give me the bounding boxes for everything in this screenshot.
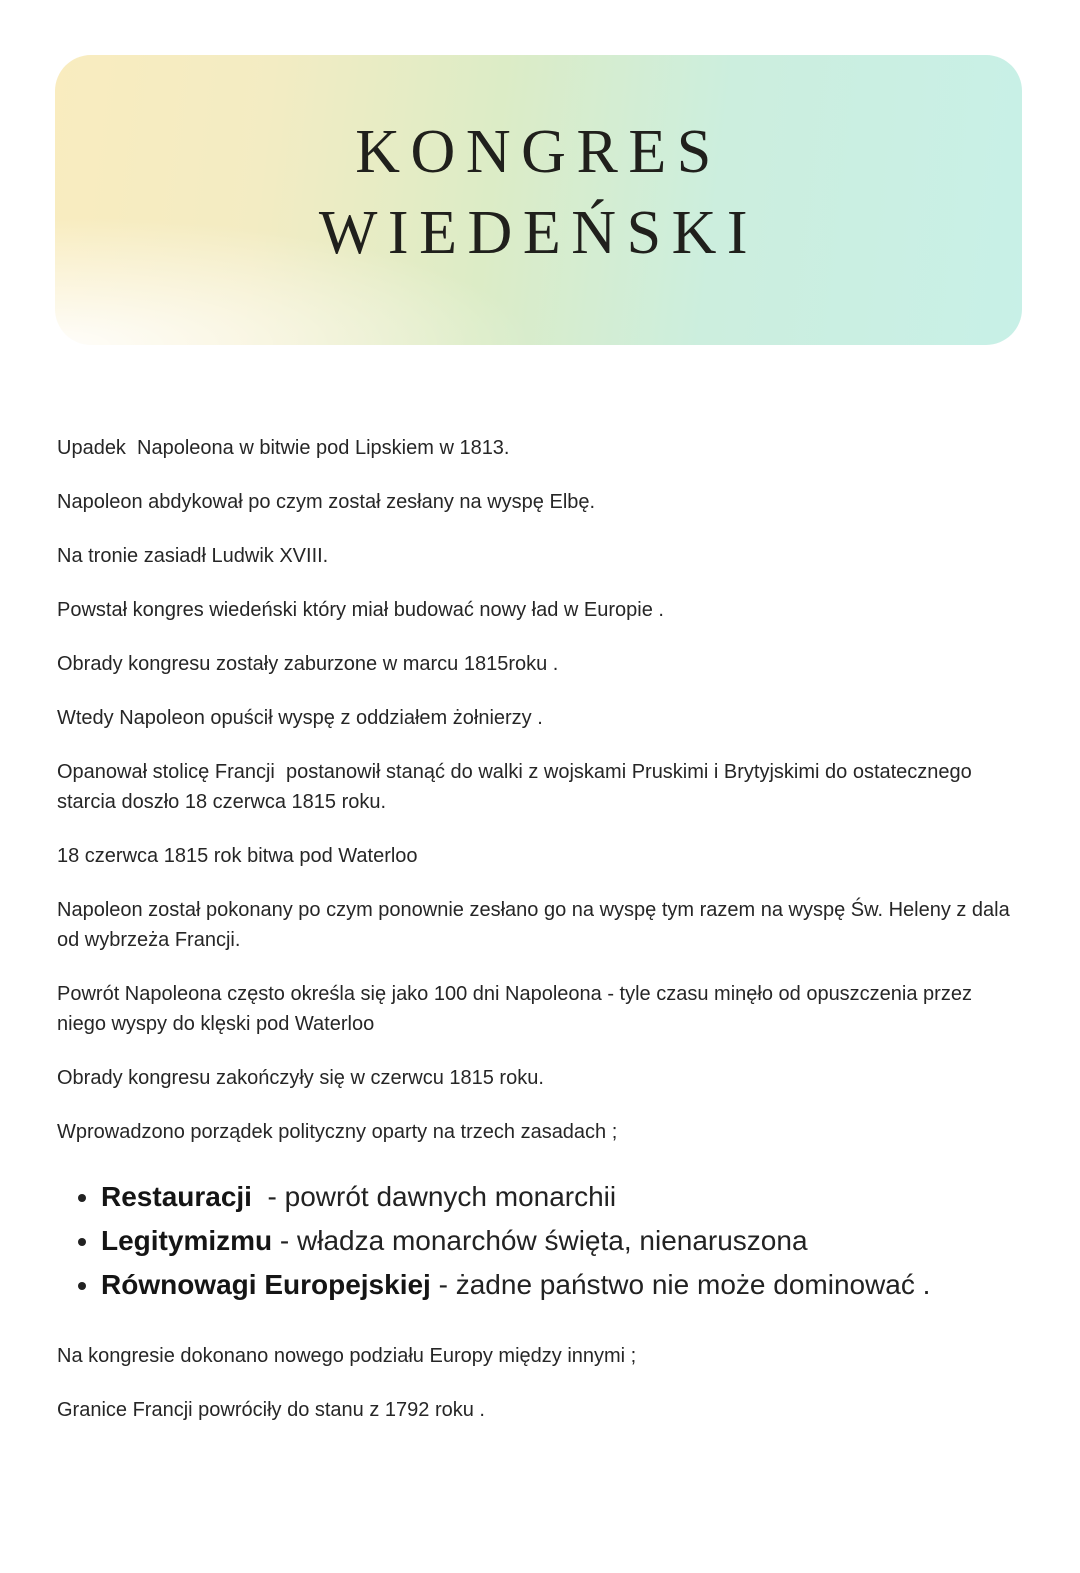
principle-desc: - powrót dawnych monarchii [251, 1181, 617, 1212]
principle-term: Legitymizmu [101, 1225, 273, 1256]
paragraph: Wprowadzono porządek polityczny oparty na trzech zasadach ; [57, 1121, 618, 1143]
paragraph: Napoleon został pokonany po czym ponownie zesłano go na wyspę tym razem na wyspę Św. Heleny z dala od wybrzeża Francji. [57, 899, 1016, 951]
page-title [55, 55, 1022, 273]
paragraph: Wtedy Napoleon opuścił wyspę z oddziałem żołnierzy . [57, 707, 543, 729]
page-title-line1: KONGRES [355, 118, 722, 186]
principle-desc: - władza monarchów święta, nienaruszona [272, 1225, 808, 1256]
title-banner [55, 55, 1022, 345]
paragraph: Granice Francji powróciły do stanu z 1792 roku . [57, 1399, 485, 1421]
paragraph: Na kongresie dokonano nowego podziału Europy między innymi ; [57, 1345, 637, 1367]
paragraph: Upadek Napoleona w bitwie pod Lipskiem w 1813. [57, 437, 510, 459]
paragraph: Opanował stolicę Francji postanowił stanąć do walki z wojskami Pruskimi i Brytyjskimi do ostatecznego starcia doszło 18 czerwca 1815 roku. [57, 761, 978, 813]
paragraph: 18 czerwca 1815 rok bitwa pod Waterloo [57, 845, 418, 867]
principle-term: Restauracji [101, 1181, 252, 1212]
paragraph: Powrót Napoleona często określa się jako 100 dni Napoleona - tyle czasu minęło od opuszczenia przez niego wyspy do klęski pod Waterloo [57, 983, 978, 1035]
paragraph: Powstał kongres wiedeński który miał budować nowy ład w Europie . [57, 599, 664, 621]
paragraph: Na tronie zasiadł Ludwik XVIII. [57, 545, 329, 567]
list-item-rownowagi [101, 1263, 1023, 1307]
principles-list [57, 1175, 1023, 1307]
list-item-legitymizmu [101, 1219, 1023, 1263]
principle-desc: - żadne państwo nie może dominować . [430, 1269, 931, 1300]
principle-term: Równowagi Europejskiej [101, 1269, 431, 1300]
page-title-line2: WIEDEŃSKI [318, 198, 759, 267]
paragraph: Obrady kongresu zakończyły się w czerwcu 1815 roku. [57, 1067, 544, 1089]
list-item-restauracji [101, 1175, 1023, 1219]
document-body [0, 345, 1080, 1449]
paragraph: Napoleon abdykował po czym został zesłany na wyspę Elbę. [57, 491, 596, 513]
paragraph: Obrady kongresu zostały zaburzone w marcu 1815roku . [57, 653, 559, 675]
